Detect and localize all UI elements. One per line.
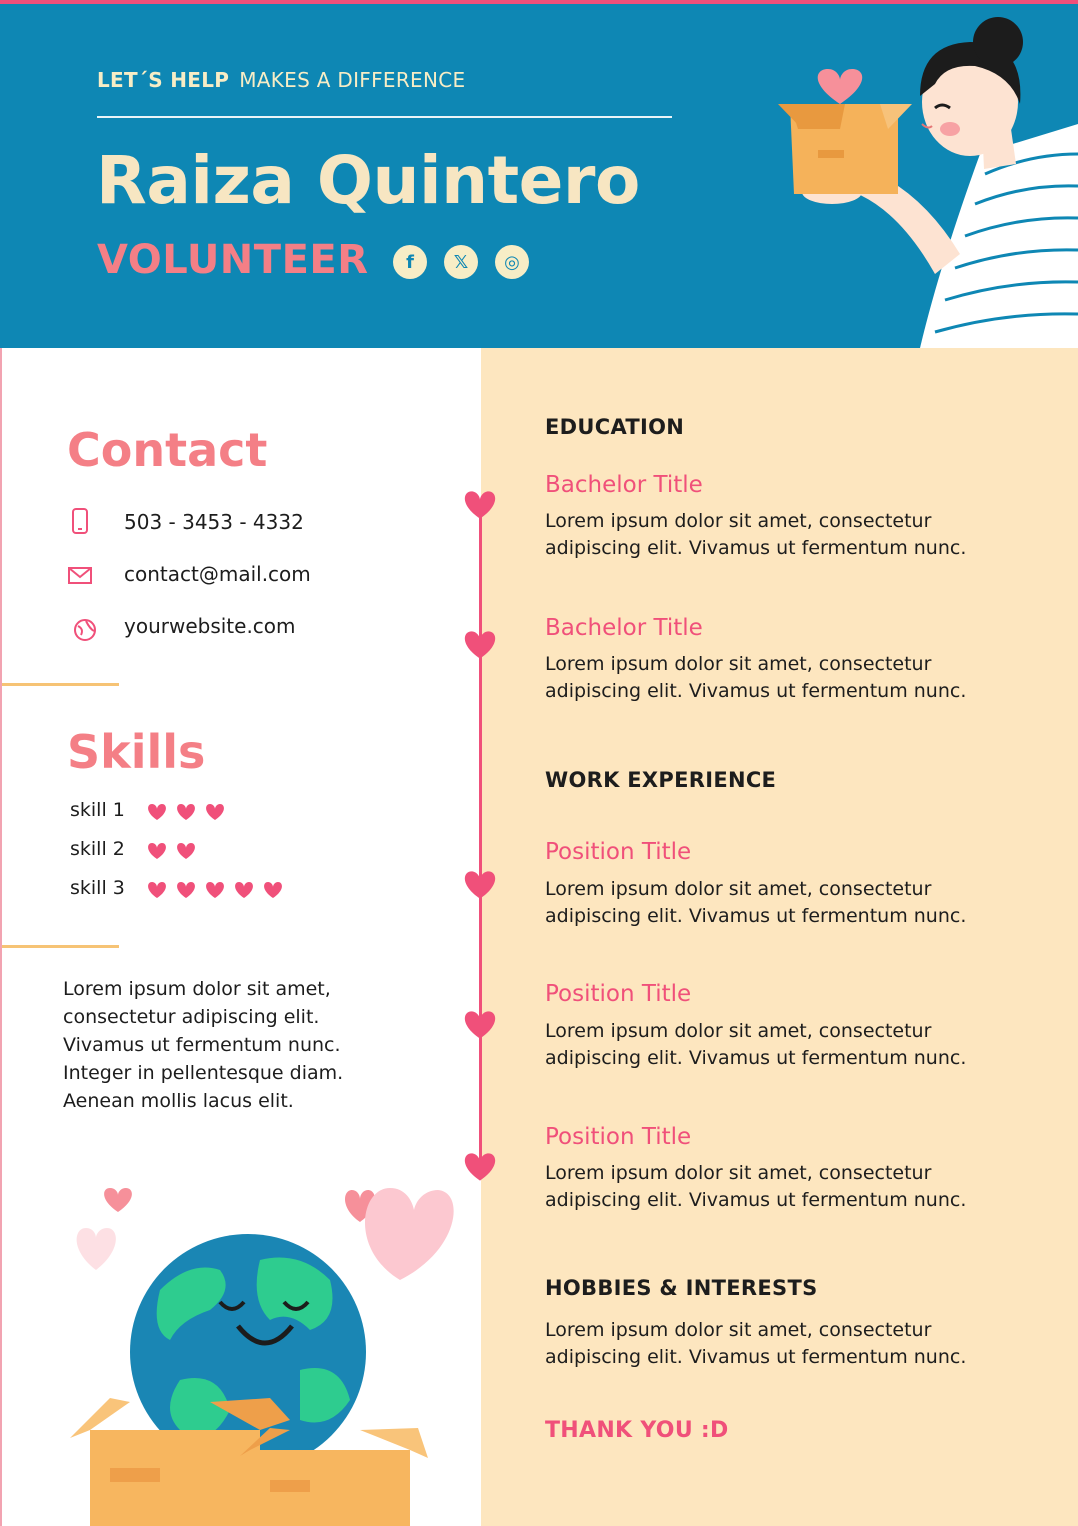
- tagline-rest: MAKES A DIFFERENCE: [239, 68, 466, 92]
- work-heading: WORK EXPERIENCE: [545, 768, 777, 792]
- heart-icon: [147, 802, 167, 822]
- position-desc: Lorem ipsum dolor sit amet, consectetur adipiscing elit. Vivamus ut fermentum nunc.: [545, 878, 967, 927]
- education-desc: Lorem ipsum dolor sit amet, consectetur adipiscing elit. Vivamus ut fermentum nunc.: [545, 510, 967, 559]
- heart-icon: [176, 802, 196, 822]
- contact-email[interactable]: contact@mail.com: [124, 562, 311, 586]
- skills-heading: Skills: [67, 725, 206, 779]
- skill-label: skill 1: [70, 799, 125, 821]
- instagram-icon[interactable]: [495, 245, 529, 279]
- globe-box-illustration: [60, 1180, 460, 1526]
- header-banner: [0, 4, 1078, 348]
- heart-icon: [205, 802, 225, 822]
- heart-icon: [205, 880, 225, 900]
- hobbies-heading: HOBBIES & INTERESTS: [545, 1276, 818, 1300]
- x-glyph: 𝕏: [453, 251, 469, 273]
- skill-level-hearts: [147, 880, 283, 900]
- x-twitter-icon[interactable]: [444, 245, 478, 279]
- person-name: Raiza Quintero: [96, 142, 640, 219]
- timeline-heart-icon: [462, 488, 498, 522]
- tagline-bold: LET´S HELP: [97, 68, 230, 92]
- timeline-heart-icon: [462, 868, 498, 902]
- position-desc: Lorem ipsum dolor sit amet, consectetur adipiscing elit. Vivamus ut fermentum nunc.: [545, 1162, 967, 1211]
- contact-phone[interactable]: 503 - 3453 - 4332: [124, 510, 304, 534]
- position-title: Position Title: [545, 1124, 692, 1150]
- facebook-icon[interactable]: [393, 245, 427, 279]
- skill-label: skill 3: [70, 877, 125, 899]
- heart-icon: [234, 880, 254, 900]
- phone-icon: [67, 508, 93, 534]
- skill-level-hearts: [147, 802, 225, 822]
- bio-text: Lorem ipsum dolor sit amet, consectetur adipiscing elit. Vivamus ut fermentum nunc. Integer in pellentesque diam. Aenean mollis lacus elit.: [63, 978, 344, 1112]
- heart-icon: [176, 880, 196, 900]
- volunteer-woman-illustration: [770, 4, 1078, 348]
- hobbies-desc: Lorem ipsum dolor sit amet, consectetur adipiscing elit. Vivamus ut fermentum nunc.: [545, 1319, 967, 1368]
- heart-icon: [176, 841, 196, 861]
- contact-heading: Contact: [67, 423, 268, 477]
- heart-icon: [147, 880, 167, 900]
- instagram-glyph: ◎: [504, 251, 520, 273]
- skills-divider: [2, 945, 119, 948]
- left-border: [0, 348, 2, 1526]
- timeline-heart-icon: [462, 1150, 498, 1184]
- education-title: Bachelor Title: [545, 472, 703, 498]
- facebook-glyph: f: [406, 251, 414, 273]
- position-desc: Lorem ipsum dolor sit amet, consectetur adipiscing elit. Vivamus ut fermentum nunc.: [545, 1020, 967, 1069]
- skill-level-hearts: [147, 841, 196, 861]
- timeline-line: [479, 505, 482, 1168]
- person-role: VOLUNTEER: [97, 237, 369, 283]
- tagline: [97, 68, 465, 92]
- timeline-heart-icon: [462, 1008, 498, 1042]
- education-title: Bachelor Title: [545, 615, 703, 641]
- header-divider: [97, 116, 672, 118]
- heart-icon: [147, 841, 167, 861]
- heart-icon: [263, 880, 283, 900]
- contact-website[interactable]: yourwebsite.com: [124, 614, 296, 638]
- contact-divider: [2, 683, 119, 686]
- skill-label: skill 2: [70, 838, 125, 860]
- timeline-heart-icon: [462, 628, 498, 662]
- education-heading: EDUCATION: [545, 415, 685, 439]
- thank-you-text: THANK YOU :D: [545, 1418, 729, 1443]
- position-title: Position Title: [545, 981, 692, 1007]
- globe-icon: [72, 617, 98, 643]
- position-title: Position Title: [545, 839, 692, 865]
- education-desc: Lorem ipsum dolor sit amet, consectetur adipiscing elit. Vivamus ut fermentum nunc.: [545, 653, 967, 702]
- mail-icon: [67, 563, 93, 589]
